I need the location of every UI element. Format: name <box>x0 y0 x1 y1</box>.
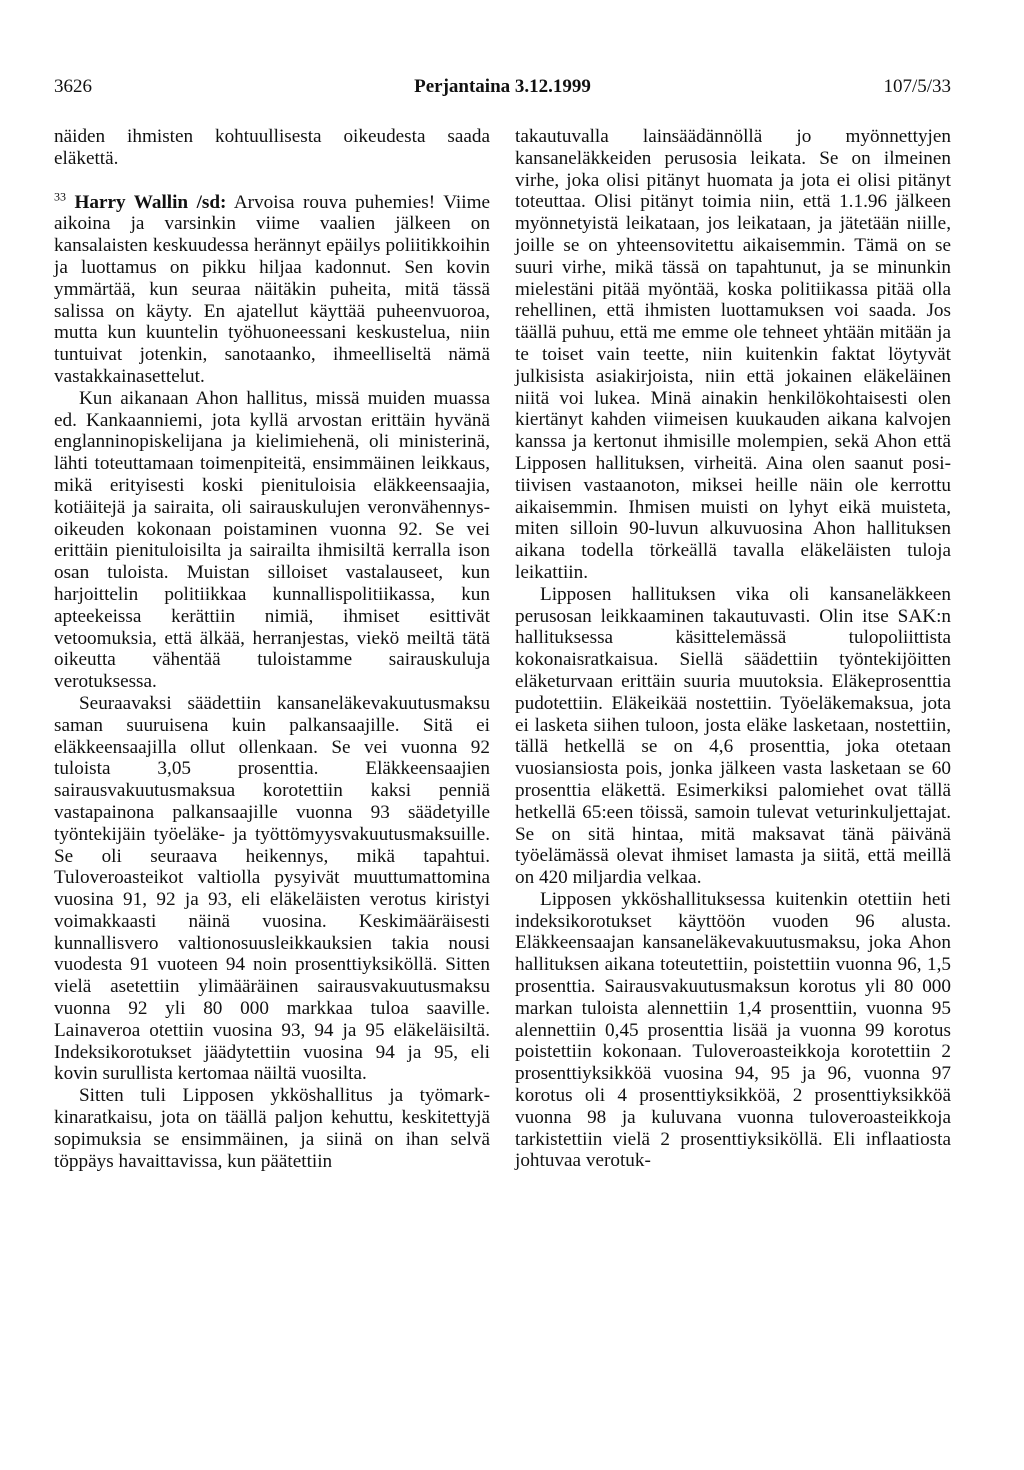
speaker-name: Harry Wallin /sd: <box>74 191 227 213</box>
paragraph: Sitten tuli Lipposen ykköshallitus ja työmarkkinaratkaisu, jota on täällä paljon kehuttu, keskitettyjä sopimuksia se ensimmäinen, ja siinä on ihan selvä töppäys havaittavissa, kun päätettiin <box>54 1085 490 1172</box>
speech-paragraph <box>54 189 491 388</box>
paragraph-continuation: näiden ihmisten kohtuullisesta oikeudesta saada eläkettä. <box>54 126 490 169</box>
paragraph: Kun aikanaan Ahon hallitus, missä muiden muassa ed. Kankaanniemi, jota kyllä arvostan erittäin hyvänä englanninopiskelijana ja kielimiehenä, oli ministerinä, lähti toteuttamaan toimenpiteitä, ensimmäinen leikkaus, mikä erityisesti koski pienituloisia eläkkeensaajia, kotiäitejä ja sairaita, oli sairauskulujen veronvähennysoikeuden kokonaan poistaminen vuonna 92. Se vei erittäin pienituloisilta ja sairailta ihmisiltä kerralla ison osan tuloista. Muistan silloiset vastalauseet, kun harjoittelin politiikkaa kunnallispolitiikassa, kun apteekeissa kerättiin nimiä, ihmiset esittivät vetoomuksia, että älkää, herranjestas, viekö meiltä tätä oikeutta vähentää tuloistamme sairauskuluja verotuksessa. <box>54 387 490 693</box>
right-column <box>515 126 951 1172</box>
session-date: Perjantaina 3.12.1999 <box>414 76 591 97</box>
page-number: 3626 <box>54 76 92 97</box>
document-reference: 107/5/33 <box>883 76 951 97</box>
paragraph: Seuraavaksi säädettiin kansaneläkevakuutusmaksu saman suuruisena kuin palkansaajille. Sitä ei eläkkeensaajilla ollut ollenkaan. Se vei vuonna 92 tuloista 3,05 prosenttia. Eläkkeensaajien sairausvakuutusmaksua korotettiin kaksi penniä vastapainona palkansaajille vuonna 93 säädetyille työntekijäin työeläke- ja työttömyysvakuutusmaksuille. Se oli seuraava heikennys, mikä tapahtui. Tuloveroasteikot valtiolla pysyivät muuttumattomina vuosina 91, 92 ja 93, eli eläkeläisten verotus kiristyi voimakkaasti näinä vuosina. Keskimääräisesti kunnallisvero valtionosuusleikkauksien takia nousi vuodesta 91 vuoteen 94 noin prosenttiyksiköllä. Sitten vielä asetettiin ylimääräinen sairausvakuutusmaksu vuonna 92 yli 80 000 markkaa tuloa saaville. Lainaveroa otettiin vuosina 93, 94 ja 95 eläkeläisiltä. Indeksikorotukset jäädytettiin vuosina 94 ja 95, eli kovin surullista kertomaa näiltä vuosilta. <box>54 692 490 1085</box>
paragraph-continuation: takautuvalla lainsäädännöllä jo myönnettyjen kansaneläkkeiden perusosia leikata. Se on ilmeinen virhe, joka olisi pitänyt huomata ja jota ei olisi pitänyt toteuttaa. Olisi pitänyt toimia niin, että 1.1.96 jälkeen myönnetyistä leikataan, jos leikataan, ja jätetään niille, joille se on yhteensovitettu aikaisemmin. Tämä on se suuri virhe, mikä tässä on tapahtunut, ja se minunkin mielestäni pitää myöntää, koska politiikassa pitää olla rehellinen, että ihmisten luottamuksen voi saada. Jos täällä puhuu, että me emme ole tehneet yhtään mitään ja te toiset vain teette, niin kuitenkin faktat löytyvät julkisista asiakirjoista, niin että jokainen eläkeläinen niitä voi lukea. Minä ainakin henkilökohtaisesti olen kiertänyt kahden viimeisen kuukauden aikana kalvojen kanssa ja kertonut ihmisille molempien, sekä Ahon että Lipposen hallituksen, virheitä. Aina olen saanut positiivisen vastaanoton, miksei heille näin ole kerrottu aikaisemmin. Ihmisen muisti on lyhyt eikä muisteta, miten silloin 90-luvun alkuvuosina Ahon hallituksen aikana todella törkeällä tavalla eläkeläisten tuloja leikattiin. <box>515 126 951 583</box>
left-column <box>54 126 490 1172</box>
speech-number: 33 <box>54 189 66 204</box>
page-header <box>54 74 951 100</box>
paragraph: Lipposen ykköshallituksessa kuitenkin otettiin heti indeksikorotukset käyttöön vuoden 96 alusta. Eläkkeensaajan kansaneläkevakuutusmaksu, joka Ahon hallituksen aikana toteutettiin, poistettiin vuonna 96, 1,5 prosenttia. Sairausvakuutusmaksun korotus yli 80 000 markan tuloista alennettiin 1,4 prosenttiin, vuonna 95 alennettiin 0,45 prosenttia lisää ja vuonna 99 korotus poistettiin kokonaan. Tuloveroasteikkoja korotettiin 2 prosenttiyksikköä vuosina 94, 95 ja 96, vuonna 97 korotus oli 4 prosenttiyksikköä, 2 prosenttiyksikköä vuonna 98 ja kuluvana vuonna tuloveroasteikkoja tarkistettiin vielä 2 prosenttiyksiköllä. Eli inflaatiosta johtuvaa verotuk- <box>515 888 951 1172</box>
paragraph: Lipposen hallituksen vika oli kansaneläkkeen perusosan leikkaaminen takautuvasti. Olin itse SAK:n hallituksessa käsittelemässä tulopoliittista kokonaisratkaisua. Siellä säädettiin työntekijöitten eläketurvaan erittäin suuria muutoksia. Eläkeprosenttia pudotettiin. Eläkeikää nostettiin. Työeläkemaksua, jota ei lasketa siihen tuloon, josta eläke lasketaan, nostettiin, tällä hetkellä se on 4,6 prosenttia, joka otetaan vuosiansiosta pois, jonka jälkeen vasta lasketaan se 60 prosenttia eläkettä. Esimerkiksi palomiehet ovat tällä hetkellä 65:een töissä, samoin tulevat veturinkuljettajat. Se on sitä hintaa, mitä maksavat tänä päivänä työelämässä olevat ihmiset lamasta ja siitä, että meillä on 420 miljardia velkaa. <box>515 583 951 889</box>
speech-text: Arvoisa rouva puhemies! Viime aikoina ja varsinkin viime vaalien jälkeen on kansalaisten keskuudessa herännyt epäilys poliitikkoihin ja luottamus on pikku hiljaa kadonnut. Sen kovin ymmärtää, kun seuraa näitäkin puheita, mitä tässä salissa on käyty. En ajatellut käyttää puheenvuoroa, mutta kun kuuntelin työhuoneessani keskustelua, niin tuntuivat jotenkin, sanotaanko, ihmeelliseltä nämä vastakkainasettelut. <box>54 191 491 387</box>
